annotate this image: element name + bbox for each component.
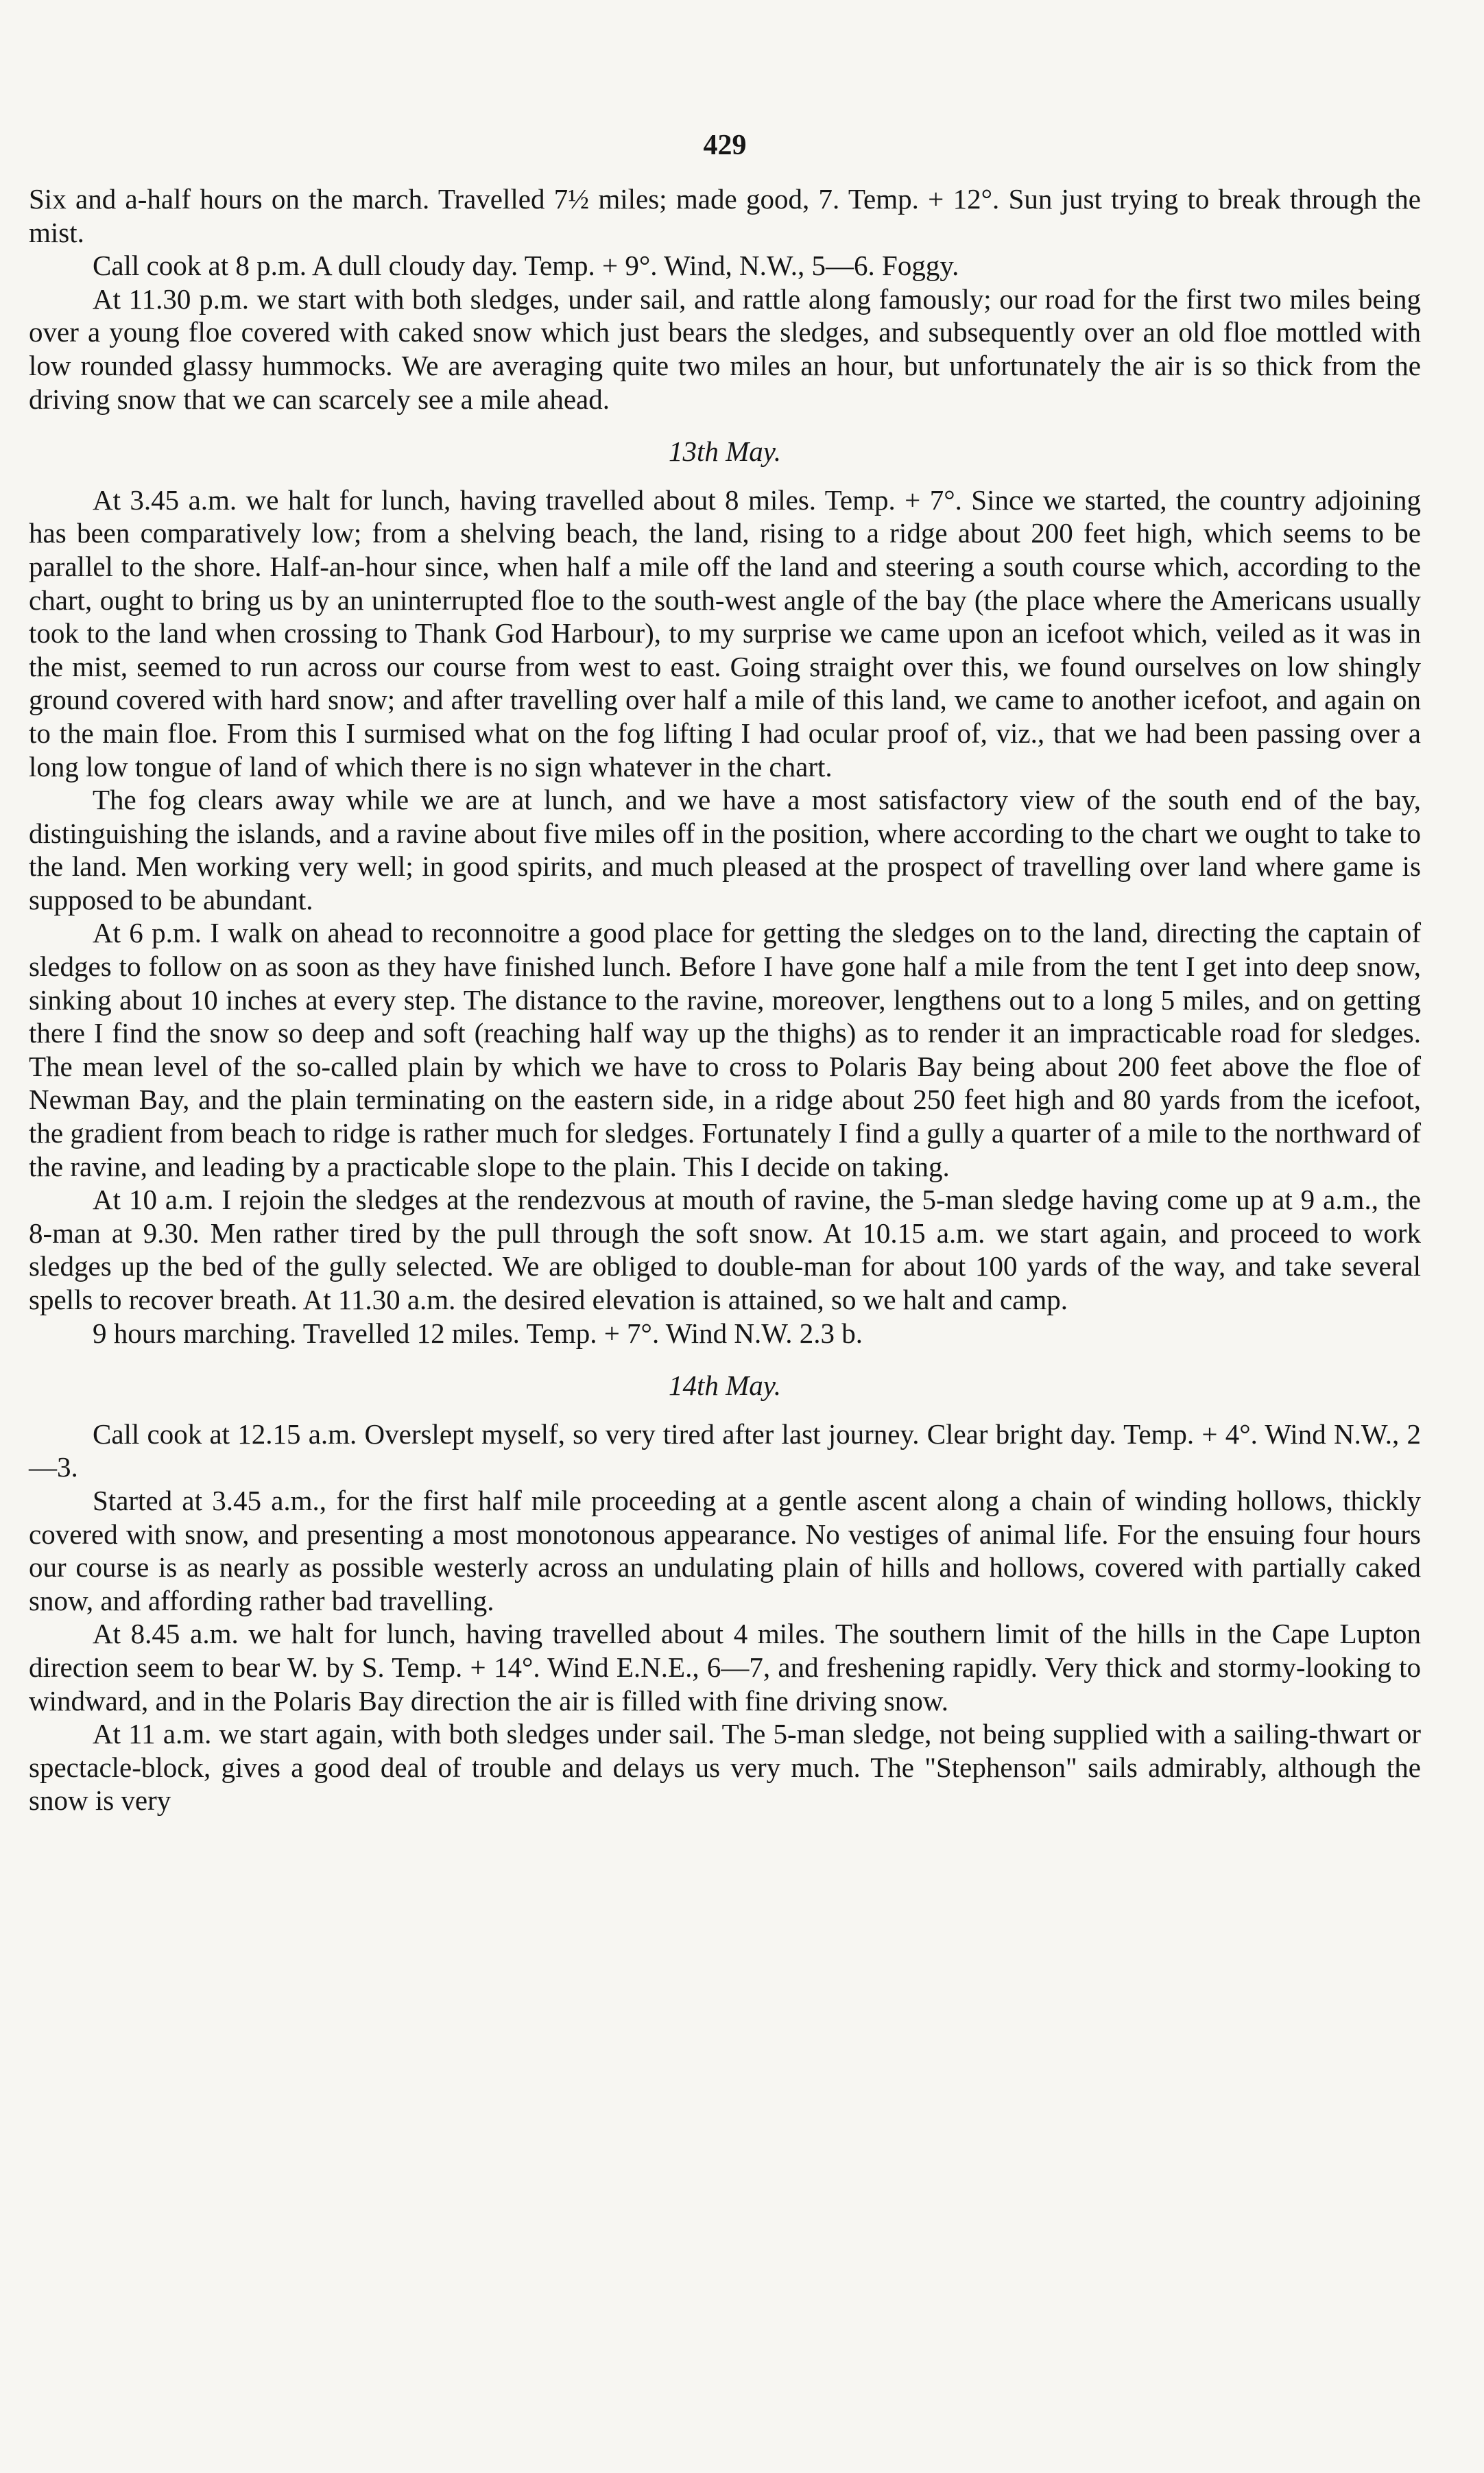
- paragraph-start-sledges: At 11.30 p.m. we start with both sledges, under sail, and rattle along famously; our road for the first two miles being over a young floe covered with caked snow which just bears the sledges, and subsequently over an old floe mottled with low rounded glassy hummocks. We are averaging quite two miles an hour, but unfortunately the air is so thick from the driving snow that we can scarcely see a mile ahead.: [29, 283, 1421, 415]
- paragraph-start-11am: At 11 a.m. we start again, with both sledges under sail. The 5-man sledge, not being supplied with a sailing-thwart or spectacle-block, gives a good deal of trouble and delays us very much. The "Stephenson" sails admirably, although the snow is very: [29, 1718, 1421, 1817]
- date-heading-13th-may: 13th May.: [669, 435, 781, 468]
- paragraph-halt-lunch: At 3.45 a.m. we halt for lunch, having travelled about 8 miles. Temp. + 7°. Since we started, the country adjoining has been comparatively low; from a shelving beach, the land, rising to a ridge about 200 feet high, which seems to be parallel to the shore. Half-an-hour since, when half a mile off the land and steering a south course which, according to the chart, ought to bring us by an uninterrupted floe to the south-west angle of the bay (the place where the Americans usually took to the land when crossing to Thank God Harbour), to my surprise we came upon an icefoot which, veiled as it was in the mist, seemed to run across our course from west to east. Going straight over this, we found ourselves on low shingly ground covered with hard snow; and after travelling over half a mile of this land, we came to another icefoot, and again on to the main floe. From this I surmised what on the fog lifting I had ocular proof of, viz., that we had been passing over a long low tongue of land of which there is no sign whatever in the chart.: [29, 483, 1421, 782]
- paragraph-march-summary: Six and a-half hours on the march. Travelled 7½ miles; made good, 7. Temp. + 12°. Sun just trying to break through the mist.: [29, 183, 1421, 248]
- paragraph-started-345: Started at 3.45 a.m., for the first half mile proceeding at a gentle ascent along a chain of winding hollows, thickly covered with snow, and presenting a most monotonous appearance. No vestiges of animal life. For the ensuing four hours our course is as nearly as possible westerly across an undulating plain of hills and hollows, covered with partially caked snow, and affording rather bad travelling.: [29, 1484, 1421, 1616]
- paragraph-halt-845: At 8.45 a.m. we halt for lunch, having travelled about 4 miles. The southern limit of the hills in the Cape Lupton direction seem to bear W. by S. Temp. + 14°. Wind E.N.E., 6—7, and freshening rapidly. Very thick and stormy-looking to windward, and in the Polaris Bay direction the air is filled with fine driving snow.: [29, 1618, 1421, 1717]
- page-number: 429: [703, 130, 747, 161]
- paragraph-rejoin-sledges: At 10 a.m. I rejoin the sledges at the rendezvous at mouth of ravine, the 5-man sledge having come up at 9 a.m., the 8-man at 9.30. Men rather tired by the pull through the soft snow. At 10.15 a.m. we start again, and proceed to work sledges up the bed of the gully selected. We are obliged to double-man for about 100 yards of the way, and take several spells to recover breath. At 11.30 a.m. the desired elevation is attained, so we halt and camp.: [29, 1184, 1421, 1315]
- document-page: [29, 103, 1421, 1817]
- paragraph-call-cook-1215: Call cook at 12.15 a.m. Overslept myself, so very tired after last journey. Clear bright day. Temp. + 4°. Wind N.W., 2—3.: [29, 1418, 1421, 1483]
- date-heading-14th-may: 14th May.: [669, 1370, 781, 1402]
- paragraph-reconnoitre: At 6 p.m. I walk on ahead to reconnoitre a good place for getting the sledges on to the land, directing the captain of sledges to follow on as soon as they have finished lunch. Before I have gone half a mile from the tent I get into deep snow, sinking about 10 inches at every step. The distance to the ravine, moreover, lengthens out to a long 5 miles, and on getting there I find the snow so deep and soft (reaching half way up the thighs) as to render it an impracticable road for sledges. The mean level of the so-called plain by which we have to cross to Polaris Bay being about 200 feet above the floe of Newman Bay, and the plain terminating on the eastern side, in a ridge about 250 feet high and 80 yards from the icefoot, the gradient from beach to ridge is rather much for sledges. Fortunately I find a gully a quarter of a mile to the northward of the ravine, and leading by a practicable slope to the plain. This I decide on taking.: [29, 917, 1421, 1182]
- paragraph-hours-marching: 9 hours marching. Travelled 12 miles. Temp. + 7°. Wind N.W. 2.3 b.: [93, 1317, 863, 1349]
- paragraph-call-cook-8pm: Call cook at 8 p.m. A dull cloudy day. Temp. + 9°. Wind, N.W., 5—6. Foggy.: [93, 250, 959, 282]
- paragraph-fog-clears: The fog clears away while we are at lunch, and we have a most satisfactory view of the south end of the bay, distinguishing the islands, and a ravine about five miles off in the position, where according to the chart we ought to take to the land. Men working very well; in good spirits, and much pleased at the prospect of travelling over land where game is supposed to be abundant.: [29, 784, 1421, 916]
